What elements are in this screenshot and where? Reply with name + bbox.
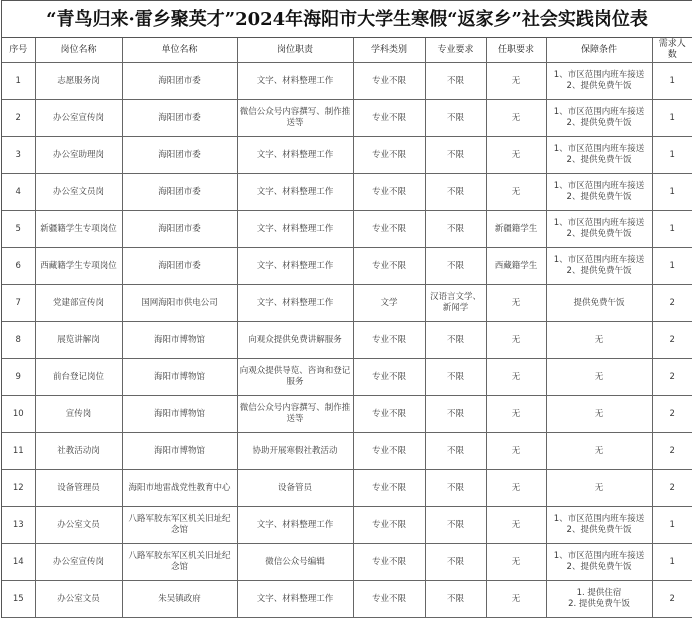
cell-duties: 文字、材料整理工作	[237, 507, 353, 544]
header-major-requirement: 专业要求	[425, 38, 486, 63]
cell-seq: 13	[2, 507, 35, 544]
cell-duties: 文字、材料整理工作	[237, 581, 353, 618]
cell-seq: 14	[2, 544, 35, 581]
cell-duties: 文字、材料整理工作	[237, 248, 353, 285]
cell-benefits: 1、市区范围内班车接送 2、提供免费午饭	[546, 137, 652, 174]
cell-position-name: 办公室助理岗	[35, 137, 122, 174]
table-row	[2, 248, 692, 285]
cell-unit-name: 海阳市博物馆	[122, 433, 237, 470]
cell-discipline: 专业不限	[353, 581, 425, 618]
cell-position-name: 设备管理员	[35, 470, 122, 507]
cell-seq: 5	[2, 211, 35, 248]
cell-unit-name: 八路军胶东军区机关旧址纪念馆	[122, 507, 237, 544]
cell-major-requirement: 不限	[425, 322, 486, 359]
cell-benefits: 1、市区范围内班车接送 2、提供免费午饭	[546, 174, 652, 211]
cell-major-requirement: 不限	[425, 544, 486, 581]
cell-major-requirement: 不限	[425, 433, 486, 470]
cell-discipline: 专业不限	[353, 507, 425, 544]
cell-seq: 3	[2, 137, 35, 174]
cell-unit-name: 海阳团市委	[122, 211, 237, 248]
table-row	[2, 285, 692, 322]
table-header-row	[2, 38, 692, 63]
table-row	[2, 396, 692, 433]
cell-discipline: 专业不限	[353, 174, 425, 211]
table-row	[2, 174, 692, 211]
cell-duties: 向观众提供免费讲解服务	[237, 322, 353, 359]
cell-duties: 微信公众号编辑	[237, 544, 353, 581]
cell-position-name: 西藏籍学生专项岗位	[35, 248, 122, 285]
cell-unit-name: 海阳市博物馆	[122, 396, 237, 433]
cell-headcount: 1	[652, 100, 692, 137]
cell-discipline: 专业不限	[353, 470, 425, 507]
cell-unit-name: 国网海阳市供电公司	[122, 285, 237, 322]
table-row	[2, 100, 692, 137]
cell-seq: 9	[2, 359, 35, 396]
cell-unit-name: 朱吴镇政府	[122, 581, 237, 618]
cell-headcount: 1	[652, 248, 692, 285]
cell-discipline: 专业不限	[353, 396, 425, 433]
cell-seq: 6	[2, 248, 35, 285]
cell-duties: 文字、材料整理工作	[237, 174, 353, 211]
cell-duties: 微信公众号内容撰写、制作推送等	[237, 396, 353, 433]
cell-unit-name: 海阳团市委	[122, 100, 237, 137]
cell-position-name: 党建部宣传岗	[35, 285, 122, 322]
cell-position-name: 社教活动岗	[35, 433, 122, 470]
cell-duties: 文字、材料整理工作	[237, 285, 353, 322]
header-headcount: 需求人数	[652, 38, 692, 63]
cell-duties: 文字、材料整理工作	[237, 137, 353, 174]
table-row	[2, 63, 692, 100]
header-benefits: 保障条件	[546, 38, 652, 63]
cell-seq: 4	[2, 174, 35, 211]
cell-headcount: 2	[652, 285, 692, 322]
cell-position-name: 展览讲解岗	[35, 322, 122, 359]
cell-position-name: 办公室文员	[35, 507, 122, 544]
cell-headcount: 1	[652, 174, 692, 211]
cell-job-requirement: 无	[486, 581, 546, 618]
cell-position-name: 办公室文员	[35, 581, 122, 618]
cell-major-requirement: 不限	[425, 211, 486, 248]
table-row	[2, 322, 692, 359]
cell-headcount: 2	[652, 470, 692, 507]
cell-job-requirement: 无	[486, 63, 546, 100]
cell-seq: 15	[2, 581, 35, 618]
cell-major-requirement: 不限	[425, 100, 486, 137]
cell-duties: 文字、材料整理工作	[237, 211, 353, 248]
cell-headcount: 2	[652, 581, 692, 618]
cell-unit-name: 海阳市博物馆	[122, 322, 237, 359]
cell-benefits: 无	[546, 470, 652, 507]
cell-benefits: 提供免费午饭	[546, 285, 652, 322]
cell-discipline: 专业不限	[353, 63, 425, 100]
header-seq: 序号	[2, 38, 35, 63]
cell-benefits: 无	[546, 359, 652, 396]
cell-headcount: 2	[652, 433, 692, 470]
cell-job-requirement: 无	[486, 322, 546, 359]
cell-job-requirement: 无	[486, 174, 546, 211]
cell-unit-name: 海阳团市委	[122, 137, 237, 174]
cell-job-requirement: 无	[486, 359, 546, 396]
cell-discipline: 专业不限	[353, 322, 425, 359]
cell-headcount: 1	[652, 63, 692, 100]
cell-discipline: 文学	[353, 285, 425, 322]
cell-major-requirement: 不限	[425, 470, 486, 507]
cell-benefits: 1、市区范围内班车接送 2、提供免费午饭	[546, 100, 652, 137]
cell-unit-name: 八路军胶东军区机关旧址纪念馆	[122, 544, 237, 581]
cell-discipline: 专业不限	[353, 433, 425, 470]
cell-position-name: 宣传岗	[35, 396, 122, 433]
cell-duties: 协助开展寒假社教活动	[237, 433, 353, 470]
cell-discipline: 专业不限	[353, 248, 425, 285]
cell-headcount: 1	[652, 137, 692, 174]
cell-benefits: 无	[546, 396, 652, 433]
cell-seq: 2	[2, 100, 35, 137]
cell-unit-name: 海阳团市委	[122, 174, 237, 211]
table-row	[2, 581, 692, 618]
position-table-document	[1, 0, 692, 618]
cell-discipline: 专业不限	[353, 359, 425, 396]
cell-major-requirement: 不限	[425, 581, 486, 618]
cell-duties: 向观众提供导览、咨询和登记服务	[237, 359, 353, 396]
header-unit-name: 单位名称	[122, 38, 237, 63]
cell-job-requirement: 无	[486, 507, 546, 544]
cell-seq: 8	[2, 322, 35, 359]
header-job-requirement: 任职要求	[486, 38, 546, 63]
cell-position-name: 新疆籍学生专项岗位	[35, 211, 122, 248]
cell-benefits: 1、市区范围内班车接送 2、提供免费午饭	[546, 507, 652, 544]
cell-duties: 文字、材料整理工作	[237, 63, 353, 100]
table-row	[2, 544, 692, 581]
cell-headcount: 2	[652, 322, 692, 359]
cell-benefits: 无	[546, 322, 652, 359]
cell-job-requirement: 无	[486, 137, 546, 174]
cell-major-requirement: 不限	[425, 174, 486, 211]
header-position-name: 岗位名称	[35, 38, 122, 63]
cell-unit-name: 海阳团市委	[122, 248, 237, 285]
cell-job-requirement: 无	[486, 433, 546, 470]
cell-job-requirement: 无	[486, 470, 546, 507]
cell-position-name: 前台登记岗位	[35, 359, 122, 396]
cell-major-requirement: 不限	[425, 359, 486, 396]
cell-duties: 设备管员	[237, 470, 353, 507]
cell-seq: 1	[2, 63, 35, 100]
table-row	[2, 433, 692, 470]
header-duties: 岗位职责	[237, 38, 353, 63]
cell-major-requirement: 不限	[425, 396, 486, 433]
cell-discipline: 专业不限	[353, 211, 425, 248]
cell-discipline: 专业不限	[353, 544, 425, 581]
cell-position-name: 办公室宣传岗	[35, 100, 122, 137]
cell-major-requirement: 不限	[425, 137, 486, 174]
cell-seq: 7	[2, 285, 35, 322]
table-row	[2, 507, 692, 544]
document-title: “青鸟归来·雷乡聚英才”2024年海阳市大学生寒假“返家乡”社会实践岗位表	[2, 1, 692, 38]
cell-job-requirement: 无	[486, 396, 546, 433]
cell-headcount: 2	[652, 396, 692, 433]
header-discipline: 学科类别	[353, 38, 425, 63]
cell-job-requirement: 西藏籍学生	[486, 248, 546, 285]
cell-benefits: 1、市区范围内班车接送 2、提供免费午饭	[546, 211, 652, 248]
cell-seq: 12	[2, 470, 35, 507]
cell-major-requirement: 不限	[425, 63, 486, 100]
cell-headcount: 1	[652, 211, 692, 248]
table-row	[2, 211, 692, 248]
table-row	[2, 137, 692, 174]
cell-headcount: 2	[652, 359, 692, 396]
cell-position-name: 办公室宣传岗	[35, 544, 122, 581]
table-row	[2, 470, 692, 507]
cell-position-name: 志愿服务岗	[35, 63, 122, 100]
cell-headcount: 1	[652, 507, 692, 544]
cell-unit-name: 海阳团市委	[122, 63, 237, 100]
cell-benefits: 1. 提供住宿 2. 提供免费午饭	[546, 581, 652, 618]
cell-unit-name: 海阳市博物馆	[122, 359, 237, 396]
cell-job-requirement: 新疆籍学生	[486, 211, 546, 248]
cell-seq: 11	[2, 433, 35, 470]
cell-benefits: 1、市区范围内班车接送 2、提供免费午饭	[546, 248, 652, 285]
cell-job-requirement: 无	[486, 285, 546, 322]
cell-benefits: 1、市区范围内班车接送 2、提供免费午饭	[546, 63, 652, 100]
cell-position-name: 办公室文员岗	[35, 174, 122, 211]
cell-job-requirement: 无	[486, 100, 546, 137]
cell-major-requirement: 汉语言文学、新闻学	[425, 285, 486, 322]
cell-job-requirement: 无	[486, 544, 546, 581]
cell-discipline: 专业不限	[353, 137, 425, 174]
cell-benefits: 无	[546, 433, 652, 470]
cell-duties: 微信公众号内容撰写、制作推送等	[237, 100, 353, 137]
cell-discipline: 专业不限	[353, 100, 425, 137]
cell-headcount: 1	[652, 544, 692, 581]
positions-table	[2, 38, 692, 618]
table-row	[2, 359, 692, 396]
cell-benefits: 1、市区范围内班车接送 2、提供免费午饭	[546, 544, 652, 581]
cell-seq: 10	[2, 396, 35, 433]
cell-major-requirement: 不限	[425, 248, 486, 285]
cell-unit-name: 海阳市地雷战党性教育中心	[122, 470, 237, 507]
cell-major-requirement: 不限	[425, 507, 486, 544]
